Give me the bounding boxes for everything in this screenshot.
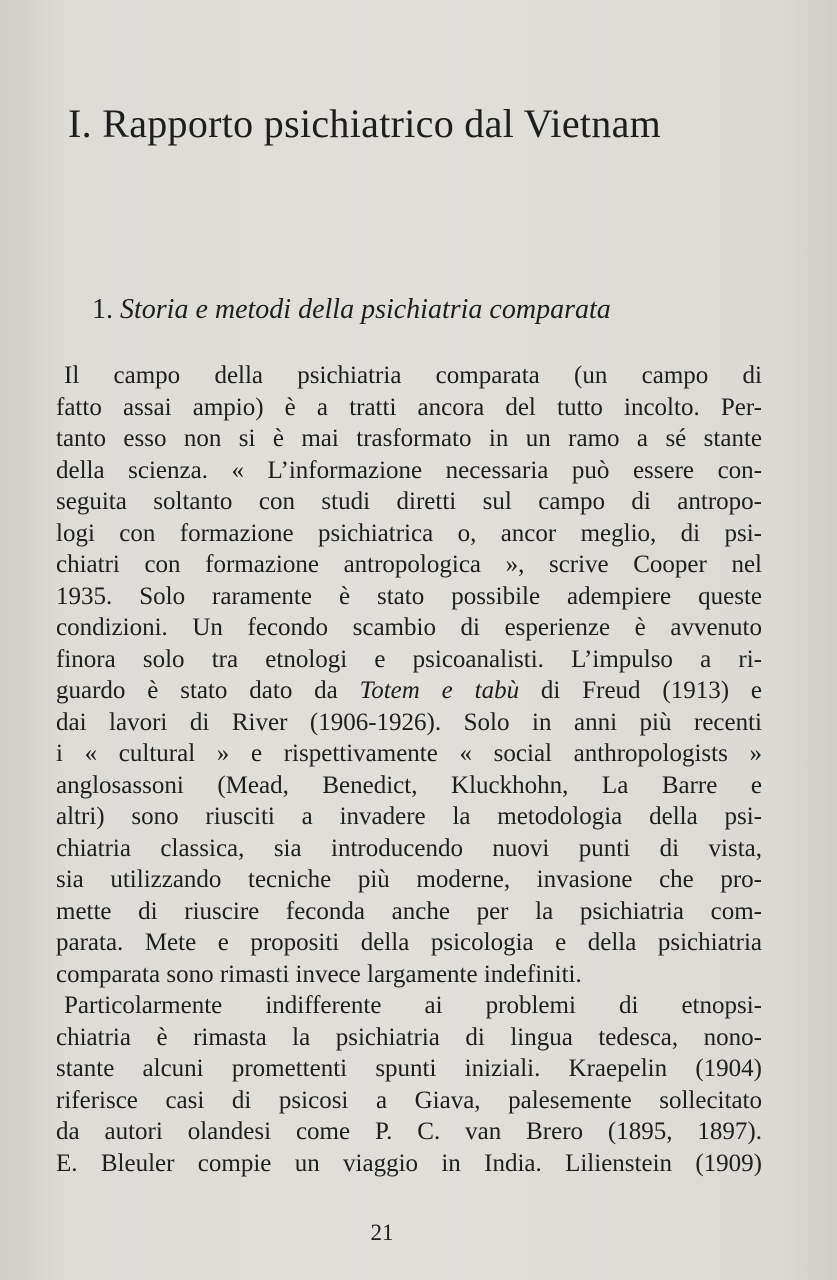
text-line: altri) sono riusciti a invadere la metodologia della psi-	[56, 803, 762, 830]
text-line: condizioni. Un fecondo scambio di esperienze è avvenuto	[56, 614, 762, 641]
text-line: anglosassoni (Mead, Benedict, Kluckhohn, La Barre e	[56, 771, 762, 799]
italic-book-title: Totem e tabù	[359, 677, 520, 704]
paragraph-1	[56, 360, 762, 990]
text-run: di Freud (1913) e	[519, 677, 762, 704]
chapter-title: I. Rapporto psichiatrico dal Vietnam	[68, 101, 662, 146]
section-title: Storia e metodi della psichiatria comparata	[120, 294, 611, 325]
text-line: parata. Mete e propositi della psicologia e della psichiatria	[56, 929, 762, 956]
text-line: finora solo tra etnologi e psicoanalisti. L’impulso a ri-	[56, 645, 762, 673]
paragraph-2	[56, 990, 762, 1179]
text-line: chiatria è rimasta la psichiatria di lingua tedesca, nono-	[56, 1023, 762, 1051]
section-heading	[92, 294, 611, 326]
text-line: seguita soltanto con studi diretti sul campo di antropo-	[56, 488, 762, 515]
text-line: Particolarmente indifferente ai problemi di etnopsi-	[64, 992, 762, 1019]
text-line: comparata sono rimasti invece largamente indefiniti.	[56, 960, 582, 988]
text-line: chiatri con formazione antropologica », scrive Cooper nel	[56, 551, 762, 578]
text-line: stante alcuni promettenti spunti iniziali. Kraepelin (1904)	[56, 1055, 762, 1082]
text-line: dai lavori di River (1906-1926). Solo in anni più recenti	[56, 708, 762, 736]
text-line: 1935. Solo raramente è stato possibile adempiere queste	[56, 582, 762, 610]
page-number: 21	[370, 1220, 394, 1245]
text-line: i « cultural » e rispettivamente « social anthropologists »	[56, 740, 762, 767]
text-line: da autori olandesi come P. C. van Brero (1895, 1897).	[56, 1118, 762, 1145]
text-line: sia utilizzando tecniche più moderne, invasione che pro-	[56, 866, 762, 893]
text-line: Il campo della psichiatria comparata (un campo di	[64, 362, 762, 389]
text-line	[56, 675, 762, 707]
section-number: 1.	[92, 294, 113, 325]
text-line: mette di riuscire feconda anche per la psichiatria com-	[56, 897, 762, 925]
text-line: riferisce casi di psicosi a Giava, palesemente sollecitato	[56, 1086, 762, 1114]
text-run: guardo è stato dato da	[56, 677, 360, 704]
text-line: fatto assai ampio) è a tratti ancora del tutto incolto. Per-	[56, 393, 762, 421]
body-text	[56, 360, 762, 1179]
text-line: tanto esso non si è mai trasformato in un ramo a sé stante	[56, 425, 762, 452]
text-line: della scienza. « L’informazione necessaria può essere con-	[56, 456, 762, 484]
text-line: logi con formazione psichiatrica o, ancor meglio, di psi-	[56, 519, 762, 547]
text-line: chiatria classica, sia introducendo nuovi punti di vista,	[56, 834, 762, 862]
text-line: E. Bleuler compie un viaggio in India. Lilienstein (1909)	[56, 1149, 762, 1177]
